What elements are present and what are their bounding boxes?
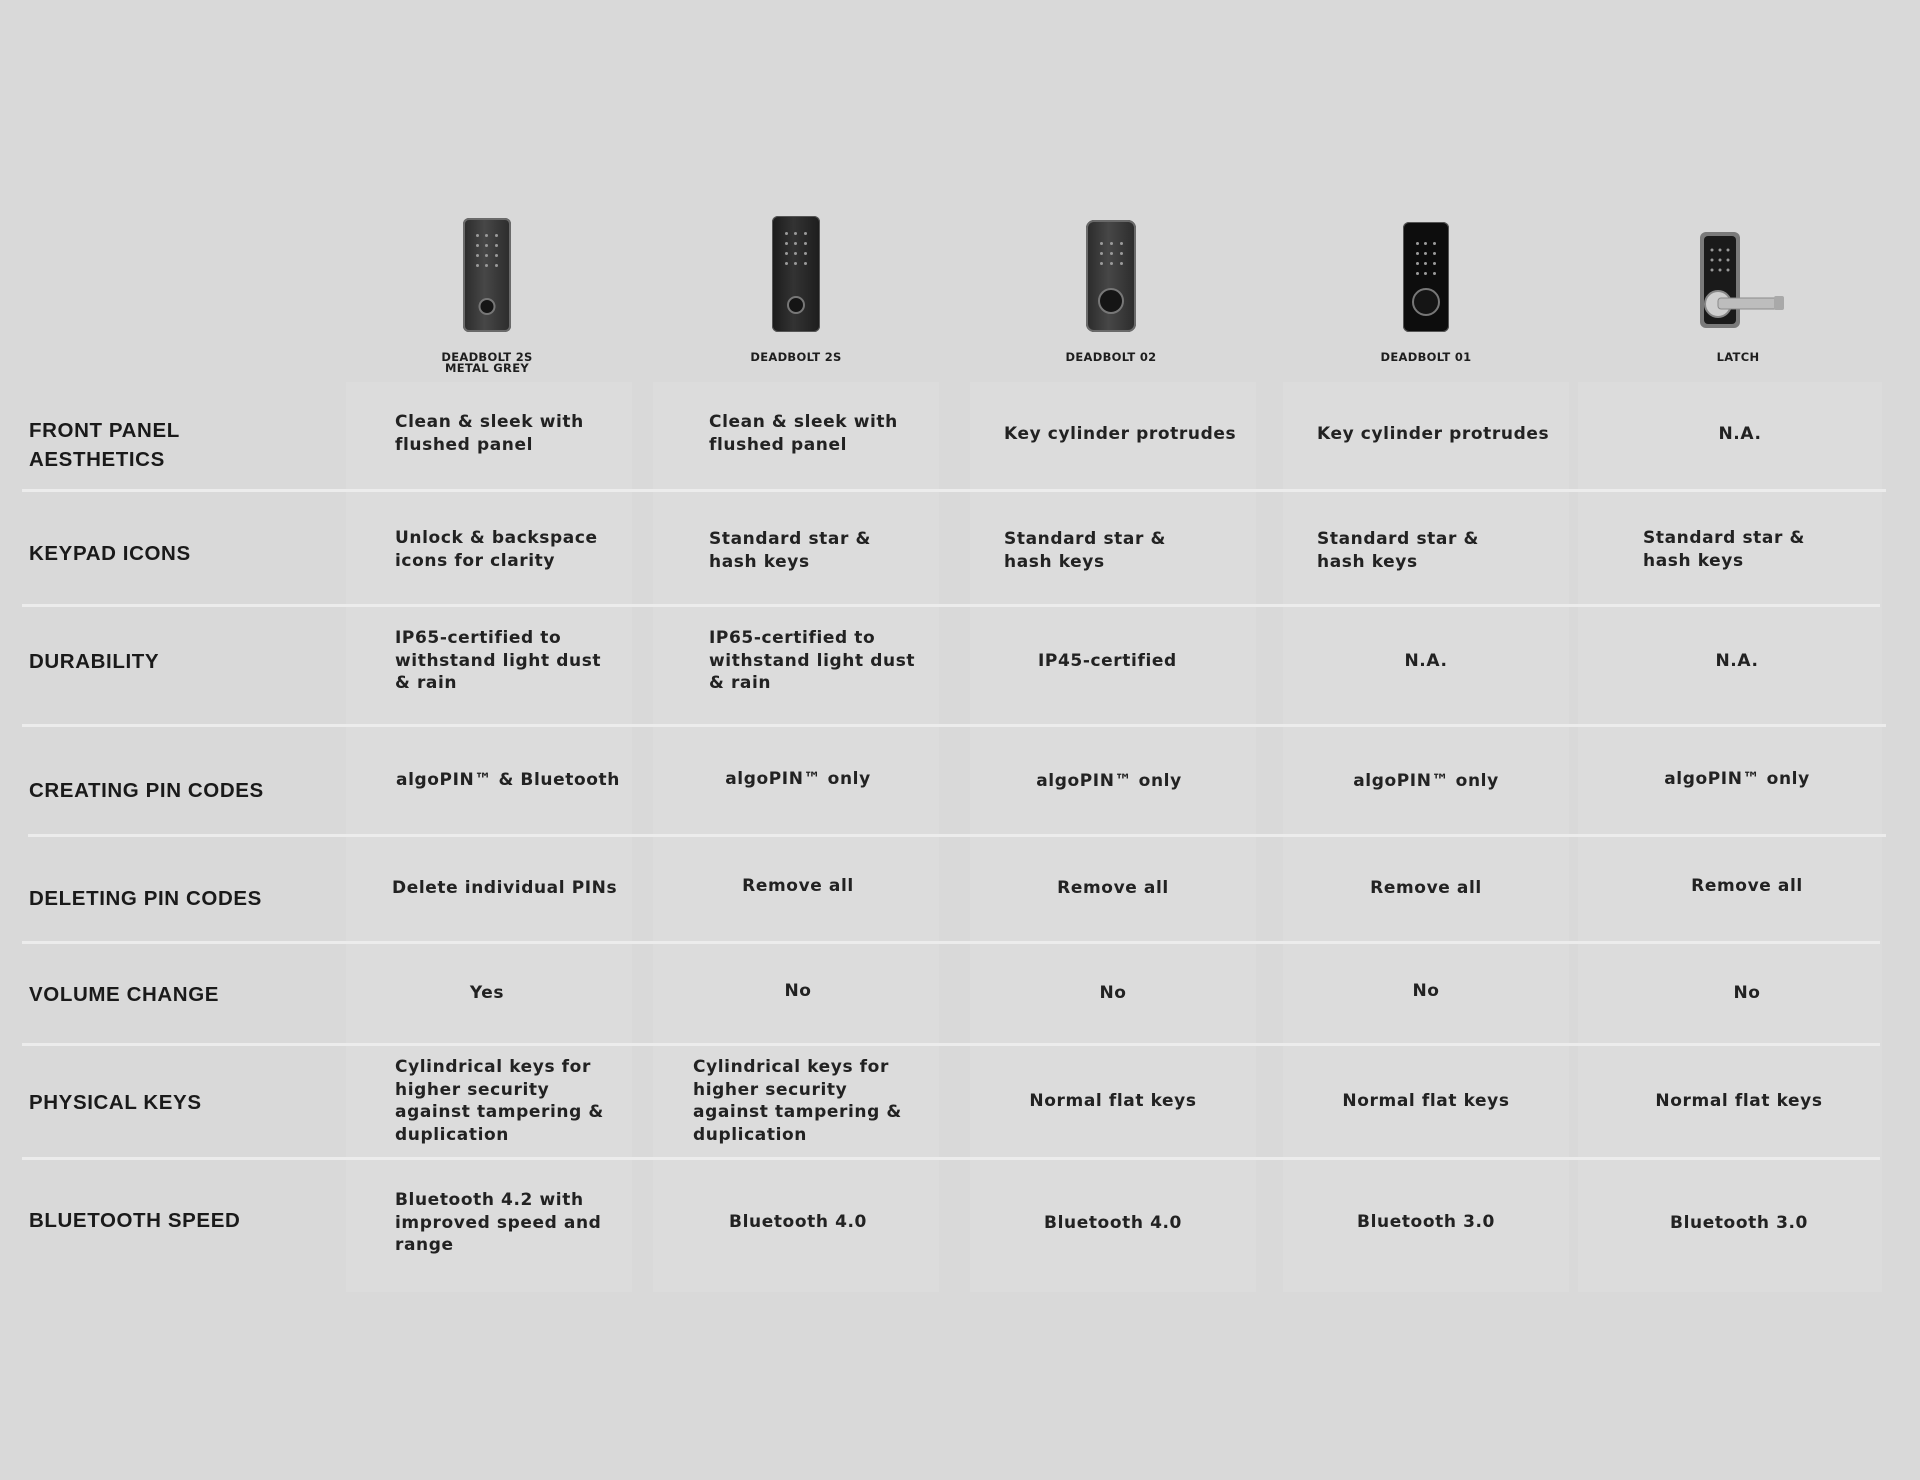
cell: Unlock & backspace icons for clarity xyxy=(395,528,598,571)
cell: Normal flat keys xyxy=(1655,1091,1823,1111)
cell: algoPIN™ only xyxy=(1036,771,1182,791)
cell: Standard star & hash keys xyxy=(1643,528,1805,571)
cell: IP65-certified to withstand light dust & rain xyxy=(395,628,602,693)
product-name: DEADBOLT 02 xyxy=(1065,350,1157,364)
cell: Remove all xyxy=(742,876,854,896)
cell: Bluetooth 4.2 with improved speed and range xyxy=(395,1190,602,1255)
row-front-panel-aesthetics xyxy=(0,382,1920,492)
deadbolt-01-lock-icon xyxy=(1403,212,1449,332)
cell: Bluetooth 4.0 xyxy=(729,1212,867,1232)
deadbolt-2s-lock-icon xyxy=(772,212,820,332)
product-header xyxy=(1638,212,1838,382)
cell: Clean & sleek with flushed panel xyxy=(709,412,898,455)
cell: algoPIN™ only xyxy=(1664,769,1810,789)
row-label: CREATING PIN CODES xyxy=(29,779,264,802)
row-keypad-icons xyxy=(0,492,1920,606)
row-label: DURABILITY xyxy=(29,650,160,673)
cell: Normal flat keys xyxy=(1342,1091,1510,1111)
cell: Remove all xyxy=(1691,876,1803,896)
cell: Standard star & hash keys xyxy=(1004,529,1166,572)
cell: Bluetooth 4.0 xyxy=(1044,1213,1182,1233)
cell: No xyxy=(1099,983,1127,1003)
cell: Delete individual PINs xyxy=(392,878,618,898)
row-deleting-pin-codes xyxy=(0,837,1920,943)
cell: No xyxy=(1412,981,1440,1001)
row-creating-pin-codes xyxy=(0,727,1920,835)
cell: Cylindrical keys for higher security against tampering & duplication xyxy=(395,1057,604,1145)
cell: Bluetooth 3.0 xyxy=(1670,1213,1808,1233)
cell: Standard star & hash keys xyxy=(1317,529,1479,572)
cell: IP65-certified to withstand light dust & rain xyxy=(709,628,916,693)
cell: No xyxy=(784,981,812,1001)
row-label: KEYPAD ICONS xyxy=(29,542,191,565)
cell: Yes xyxy=(469,983,505,1003)
row-label: PHYSICAL KEYS xyxy=(29,1091,202,1114)
cell: Bluetooth 3.0 xyxy=(1357,1212,1495,1232)
cell: Key cylinder protrudes xyxy=(1004,424,1237,444)
cell: Key cylinder protrudes xyxy=(1317,424,1550,444)
product-header xyxy=(1011,212,1211,382)
row-volume-change xyxy=(0,944,1920,1044)
cell: Remove all xyxy=(1370,878,1482,898)
row-label: FRONT PANEL AESTHETICS xyxy=(29,419,180,471)
row-label: BLUETOOTH SPEED xyxy=(29,1209,241,1232)
cell: algoPIN™ only xyxy=(725,769,871,789)
cell: Remove all xyxy=(1057,878,1169,898)
row-label: VOLUME CHANGE xyxy=(29,983,220,1006)
row-physical-keys xyxy=(0,1046,1920,1158)
row-durability xyxy=(0,607,1920,725)
deadbolt-2s-metal-grey-lock-icon xyxy=(463,212,511,332)
cell: algoPIN™ & Bluetooth xyxy=(396,770,620,790)
cell: Clean & sleek with flushed panel xyxy=(395,412,584,455)
product-header xyxy=(1326,212,1526,382)
deadbolt-02-lock-icon xyxy=(1086,212,1136,332)
cell: Cylindrical keys for higher security against tampering & duplication xyxy=(693,1057,902,1145)
cell: Normal flat keys xyxy=(1029,1091,1197,1111)
product-name: DEADBOLT 01 xyxy=(1380,350,1472,364)
cell: N.A. xyxy=(1404,651,1448,671)
row-bluetooth-speed xyxy=(0,1160,1920,1292)
product-header xyxy=(696,212,896,382)
cell: N.A. xyxy=(1718,424,1762,444)
product-name: LATCH xyxy=(1716,350,1760,364)
cell: No xyxy=(1733,983,1761,1003)
latch-lock-icon xyxy=(1688,212,1788,332)
product-header xyxy=(387,212,587,382)
product-name: DEADBOLT 2S METAL GREY xyxy=(441,350,533,375)
cell: IP45-certified xyxy=(1038,651,1177,671)
row-label: DELETING PIN CODES xyxy=(29,887,262,910)
product-name: DEADBOLT 2S xyxy=(750,350,842,364)
cell: Standard star & hash keys xyxy=(709,529,871,572)
cell: algoPIN™ only xyxy=(1353,771,1499,791)
cell: N.A. xyxy=(1715,651,1759,671)
